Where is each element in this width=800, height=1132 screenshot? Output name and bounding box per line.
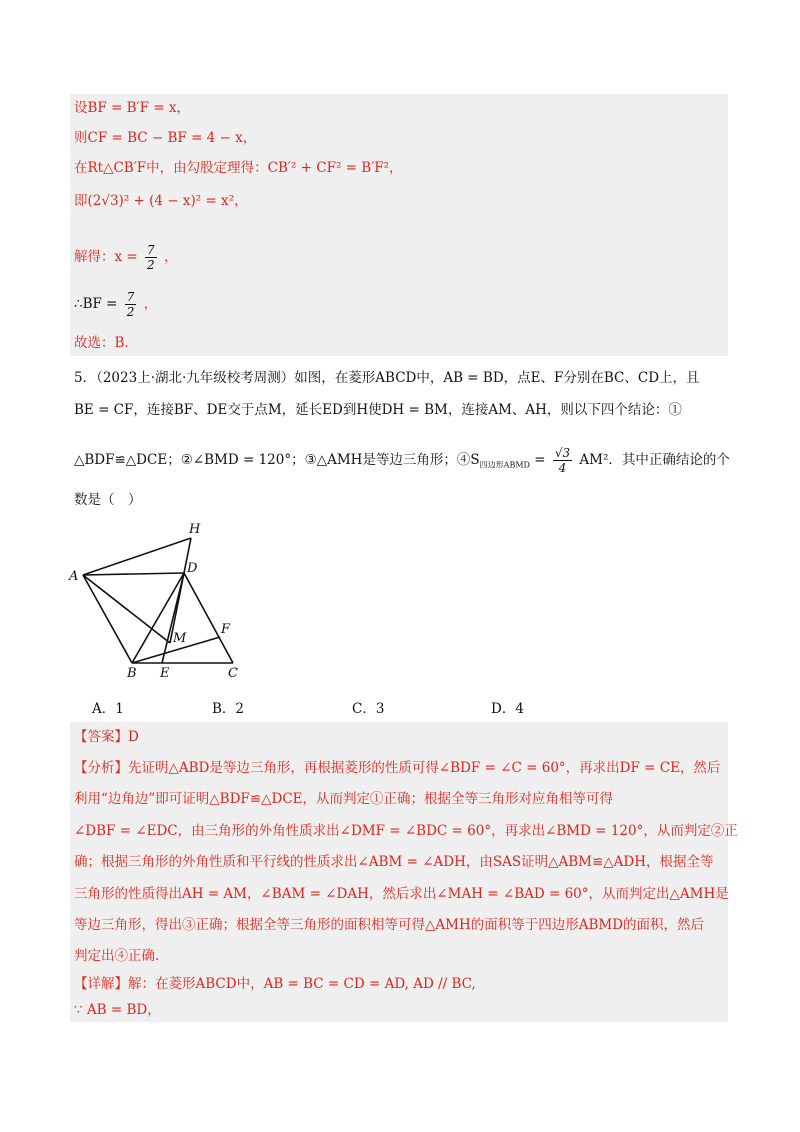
analysis-line-3: ∠DBF = ∠EDC，由三角形的外角性质求出∠DMF = ∠BDC = 60°，再求出∠BMD = 120°，从而判定②正 <box>74 823 738 839</box>
detail-tag: 【详解】 <box>74 976 128 992</box>
label-B: B <box>127 666 137 681</box>
analysis-tag: 【分析】 <box>74 760 128 776</box>
analysis-text-1: 先证明△ABD是等边三角形，再根据菱形的性质可得∠BDF = ∠C = 60°，再求出DF = CE，然后 <box>128 760 721 776</box>
step-line-5 <box>74 243 177 272</box>
label-A: A <box>69 569 79 584</box>
step-line-7: 故选：B. <box>74 335 129 351</box>
question-line-3-b: = <box>529 452 550 468</box>
analysis-line-6: 等边三角形，得出③正确；根据全等三角形的面积相等可得△AMH的面积等于四边形ABMD的面积，然后 <box>74 917 705 933</box>
option-b: B．2 <box>212 701 245 717</box>
question-line-3-a: △BDF≌△DCE；②∠BMD = 120°；③△AMH是等边三角形；④S <box>74 452 480 468</box>
segment-AM <box>83 575 170 643</box>
question-line-1: 5．（2023上·湖北·九年级校考周测）如图，在菱形ABCD中，AB = BD，点E、F分别在BC、CD上，且 <box>74 370 700 386</box>
fraction-seven-halves-2: $\frac{7}{2}$ <box>126 290 135 319</box>
question-line-3-c: AM²．其中正确结论的个 <box>579 452 730 468</box>
step-line-6 <box>74 290 157 319</box>
fraction-seven-halves: $\frac{7}{2}$ <box>147 243 155 272</box>
therefore-prefix: ∴BF = <box>74 296 118 312</box>
question-line-2: BE = CF，连接BF、DE交于点M，延长ED到H使DH = BM，连接AM、AH，则以下四个结论：① <box>74 402 682 418</box>
analysis-line-2: 利用“边角边”即可证明△BDF≌△DCE，从而判定①正确；根据全等三角形对应角相等可得 <box>74 791 613 807</box>
step-line-4: 即(2√3)² + (4 − x)² = x²， <box>74 193 248 209</box>
step-line-2: 则CF = BC − BF = 4 − x， <box>74 130 257 146</box>
segment-DC <box>184 573 233 663</box>
analysis-line-5: 三角形的性质得出AH = AM，∠BAM = ∠DAH，然后求出∠MAH = ∠BAD = 60°，从而判定出△AMH是 <box>74 886 729 902</box>
segment-AD <box>83 573 184 575</box>
step-line-1: 设BF = B′F = x， <box>74 100 191 116</box>
detail-line-2: ∵ AB = BD， <box>74 1002 161 1018</box>
question-line-4: 数是（ ） <box>74 492 142 508</box>
label-C: C <box>228 666 238 681</box>
analysis-line-4: 确；根据三角形的外角性质和平行线的性质求出∠ABM = ∠ADH，由SAS证明△ABM≌△ADH，根据全等 <box>74 854 714 870</box>
detail-text-1: 解：在菱形ABCD中，AB = BC = CD = AD, AD // BC, <box>128 976 476 992</box>
area-subscript: 四边形ABMD <box>479 460 530 470</box>
fraction-sqrt3-over-4: $\frac{√3}{4}$ <box>554 446 571 475</box>
segment-AB <box>83 575 132 663</box>
label-D: D <box>187 561 198 576</box>
question-line-3 <box>74 446 730 476</box>
answer-value: D <box>128 729 139 745</box>
therefore-suffix: ， <box>143 296 158 312</box>
label-M: M <box>173 631 187 646</box>
option-d: D．4 <box>491 701 524 717</box>
option-c: C．3 <box>352 701 385 717</box>
answer-line <box>74 727 139 747</box>
segment-AH <box>83 538 191 575</box>
solve-prefix: 解得：x = <box>74 249 138 265</box>
label-H: H <box>189 522 201 537</box>
step-line-3: 在Rt△CB′F中，由勾股定理得：CB′² + CF² = B′F²， <box>74 160 403 176</box>
detail-line-1 <box>74 974 476 994</box>
analysis-line-7: 判定出④正确. <box>74 948 160 964</box>
label-F: F <box>221 622 231 637</box>
geometry-figure <box>60 515 260 685</box>
solve-suffix: ， <box>163 249 178 265</box>
option-a: A．1 <box>92 701 124 717</box>
answer-tag: 【答案】 <box>74 729 128 745</box>
analysis-line-1 <box>74 758 720 778</box>
label-E: E <box>160 666 170 681</box>
